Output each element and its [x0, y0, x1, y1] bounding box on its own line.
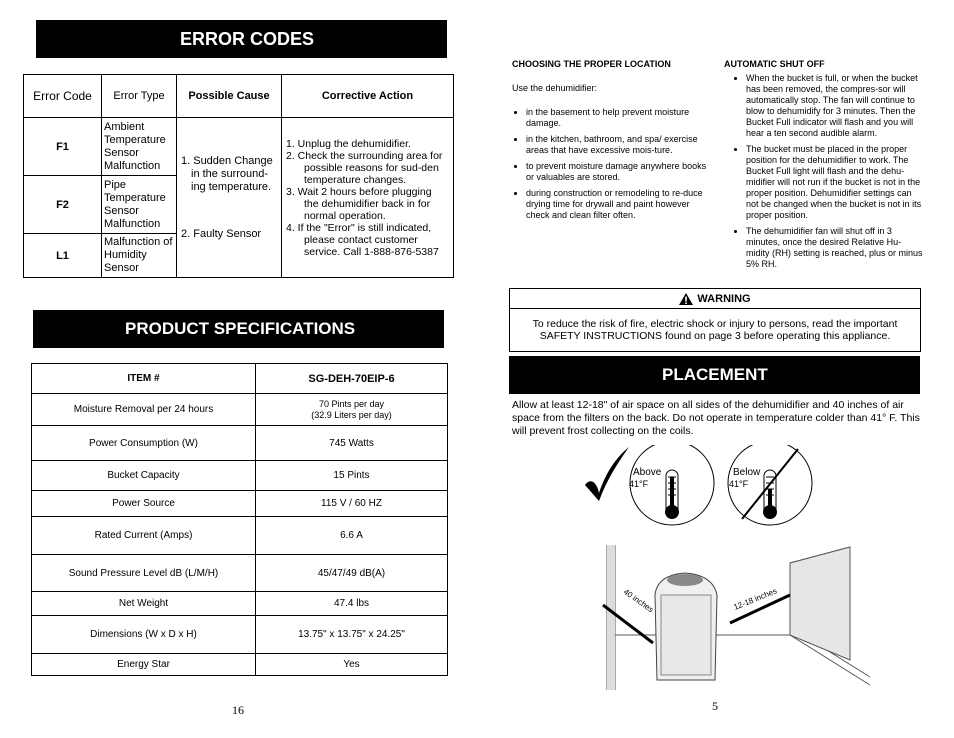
- list-item: • in the basement to help prevent moisture damage.: [526, 107, 708, 129]
- spec-label: Rated Current (Amps): [32, 517, 256, 555]
- spec-value: 47.4 lbs: [256, 592, 448, 616]
- placement-text: Allow at least 12-18" of air space on all sides of the dehumidifier and 40 inches of air space from the filters on the back. Do not operate in temperature colder than 41° F. This will prevent frost collecting on the coils.: [512, 399, 920, 437]
- spec-value: 6.6 A: [256, 517, 448, 555]
- product-specs-banner: [33, 310, 444, 348]
- placement-illustration: [585, 445, 875, 695]
- header-error-code: Error Code: [24, 75, 102, 118]
- possible-cause-2: 2. Faulty Sensor: [181, 227, 262, 240]
- header-possible-cause: Possible Cause: [177, 75, 282, 118]
- back-distance-label: 40 inches: [621, 587, 656, 615]
- warning-triangle-icon: [679, 293, 693, 305]
- header-error-type: Error Type: [102, 75, 177, 118]
- below-label: Below: [733, 467, 761, 478]
- product-specs-title: PRODUCT SPECIFICATIONS: [125, 319, 356, 338]
- warning-header: [510, 289, 920, 309]
- error-code-f2: F2: [24, 176, 102, 234]
- spec-value: 115 V / 60 HZ: [256, 491, 448, 517]
- error-code-f1: F1: [24, 118, 102, 176]
- error-code-l1: L1: [24, 234, 102, 278]
- spec-label: Net Weight: [32, 592, 256, 616]
- checkmark-icon: [585, 447, 629, 501]
- possible-cause-1: 1. Sudden Change in the surround-ing temperature.: [181, 154, 273, 193]
- proper-location-section: [512, 59, 708, 226]
- page-number-left: 16: [232, 703, 244, 717]
- auto-shutoff-list: [724, 73, 924, 270]
- warning-text: To reduce the risk of fire, electric shock or injury to persons, read the important SAFETY INSTRUCTIONS found on page 3 before operating this appliance.: [532, 318, 898, 342]
- list-item: • during construction or remodeling to re-duce drying time for drywall and paint however check and clean filter often.: [526, 188, 708, 221]
- spec-value: [256, 394, 448, 426]
- placement-title: PLACEMENT: [662, 365, 768, 384]
- error-type-l1: Malfunction of Humidity Sensor: [102, 234, 177, 278]
- error-type-f2: Pipe Temperature Sensor Malfunction: [102, 176, 177, 234]
- auto-shutoff-section: [724, 59, 924, 275]
- error-codes-banner: [36, 20, 447, 58]
- spec-value: 45/47/49 dB(A): [256, 555, 448, 592]
- above-temp: 41°F: [629, 479, 649, 489]
- side-distance-label: 12-18 inches: [732, 586, 779, 612]
- corrective-action-2: 2. Check the surrounding area for possible reasons for sud-den temperature changes.: [286, 149, 443, 186]
- list-item: • The bucket must be placed in the proper position for the dehumidifier to work. The Bucket Full light will flash and the dehu-midifier will not run if the bucket is not in the proper position. Dehumidifier settings can not be changed when the bucket is not in its proper position.: [746, 144, 924, 221]
- spec-value: 745 Watts: [256, 426, 448, 461]
- spec-value-line2: (32.9 Liters per day): [311, 409, 392, 420]
- list-item: • to prevent moisture damage anywhere books or valuables are stored.: [526, 161, 708, 183]
- corrective-action-1: 1. Unplug the dehumidifier.: [286, 137, 411, 150]
- product-specs-table: [31, 363, 448, 676]
- spec-label: Power Source: [32, 491, 256, 517]
- list-item: • in the kitchen, bathroom, and spa/ exercise areas that have excessive mois-ture.: [526, 134, 708, 156]
- spec-label: Dimensions (W x D x H): [32, 616, 256, 654]
- corrective-action-cell: [282, 118, 454, 278]
- spec-label: Energy Star: [32, 654, 256, 676]
- spec-value: 13.75" x 13.75" x 24.25": [256, 616, 448, 654]
- proper-location-list: [512, 107, 708, 221]
- header-corrective-action: Corrective Action: [282, 75, 454, 118]
- spec-header-item: ITEM #: [32, 364, 256, 394]
- spec-label: Sound Pressure Level dB (L/M/H): [32, 555, 256, 592]
- spec-label: Bucket Capacity: [32, 461, 256, 491]
- corrective-action-3: 3. Wait 2 hours before plugging the dehumidifier back in for normal operation.: [286, 185, 432, 222]
- list-item: • When the bucket is full, or when the bucket has been removed, the compres-sor will automatically stop. The fan will continue to blow to dehumidify for 3 minutes. Then the Bucket Full indicator will flash and you will hear a ten second audible alarm.: [746, 73, 924, 139]
- proper-location-intro: Use the dehumidifier:: [512, 83, 598, 93]
- spec-value: 15 Pints: [256, 461, 448, 491]
- placement-banner: [509, 356, 920, 394]
- proper-location-title: CHOOSING THE PROPER LOCATION: [512, 59, 671, 69]
- error-type-f1: Ambient Temperature Sensor Malfunction: [102, 118, 177, 176]
- warning-box: [509, 288, 921, 352]
- error-codes-title: ERROR CODES: [180, 28, 315, 49]
- spec-label: Power Consumption (W): [32, 426, 256, 461]
- error-codes-table: [23, 74, 454, 278]
- spec-value: Yes: [256, 654, 448, 676]
- warning-title: WARNING: [697, 292, 751, 305]
- spec-header-model: SG-DEH-70EIP-6: [256, 364, 448, 394]
- auto-shutoff-title: AUTOMATIC SHUT OFF: [724, 59, 825, 69]
- spec-label: Moisture Removal per 24 hours: [32, 394, 256, 426]
- list-item: • The dehumidifier fan will shut off in 3 minutes, once the desired Relative Hu-midity (RH) setting is reached, plus or minus 5% RH.: [746, 226, 924, 270]
- above-label: Above: [633, 467, 662, 478]
- page-number-right: 5: [712, 699, 718, 713]
- dehumidifier-icon: [655, 573, 717, 680]
- corrective-action-4: 4. If the "Error" is still indicated, please contact customer service. Call 1-888-876-5387: [286, 221, 439, 258]
- spec-value-line1: 70 Pints per day: [318, 398, 385, 409]
- below-temp: 41°F: [729, 479, 749, 489]
- possible-cause-cell: [177, 118, 282, 278]
